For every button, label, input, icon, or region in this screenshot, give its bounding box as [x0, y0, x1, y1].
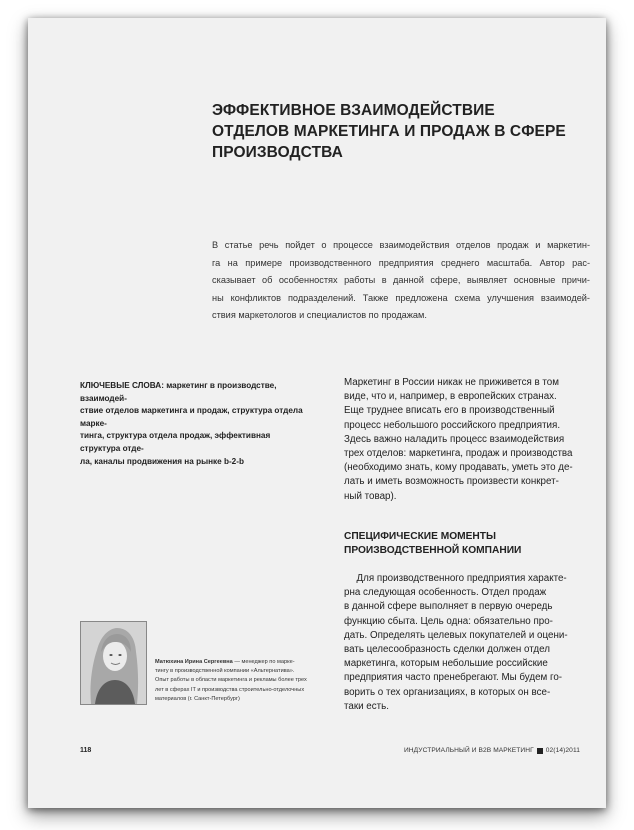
author-name: Матюхина Ирина Сергеевна — [155, 659, 233, 665]
body-line: вать целесообразность сделки должен отдел — [344, 644, 550, 656]
body-line: в данной сфере выполняет в первую очередь — [344, 601, 553, 613]
square-bullet-icon — [537, 748, 543, 754]
abstract-line: сказывает об особенностях работы в данной сфере, выявляет основные причи- — [212, 275, 590, 285]
body-line: виде, что и, например, в европейских странах. — [344, 391, 557, 403]
body-line: Здесь важно наладить процесс взаимодействия — [344, 433, 565, 445]
author-bio-line: тингу в производственной компании «Альтернатива». — [155, 668, 295, 675]
author-bio-line: лет в сферах IT и производства строительно-отделочных — [155, 686, 305, 693]
page-number: 118 — [80, 747, 92, 754]
body-line: дать. Определять целевых покупателей и оцени- — [344, 629, 568, 641]
keywords-line: КЛЮЧЕВЫЕ СЛОВА: маркетинг в производстве, взаимодей- — [80, 381, 277, 403]
body-line: Для производственного предприятия характе- — [344, 573, 567, 584]
keywords-line: ствие отделов маркетинга и продаж, структура отдела марке- — [80, 406, 303, 428]
author-bio-first-line — [155, 658, 322, 667]
author-photo — [80, 621, 147, 705]
abstract-line: га на примере производственного предприятия среднего масштаба. Автор рас- — [212, 257, 590, 268]
article-title-line: ЭФФЕКТИВНОЕ ВЗАИМОДЕЙСТВИЕ — [212, 102, 495, 119]
keywords-block — [80, 380, 312, 468]
article-title — [212, 100, 592, 163]
journal-name: ИНДУСТРИАЛЬНЫЙ И B2B МАРКЕТИНГ — [403, 747, 534, 754]
body-line: ворить о тех организациях, в которых он все- — [344, 686, 551, 698]
section-heading-line: СПЕЦИФИЧЕСКИЕ МОМЕНТЫ — [344, 531, 496, 542]
author-bio-line: Опыт работы в области маркетинга и рекламы более трех — [155, 677, 307, 684]
section-paragraph — [344, 572, 593, 714]
body-line: ный товар). — [344, 490, 397, 502]
abstract-line: ствия маркетологов и специалистов по продажам. — [212, 310, 427, 320]
author-bio-line: материалов (г. Санкт-Петербург) — [155, 695, 240, 702]
body-line: маркетинга, которым небольшие российские — [344, 658, 548, 670]
article-title-line: ПРОИЗВОДСТВА — [212, 144, 343, 161]
body-line: Еще труднее вписать его в производственный — [344, 405, 555, 417]
magazine-page — [28, 18, 606, 808]
section-heading-line: ПРОИЗВОДСТВЕННОЙ КОМПАНИИ — [344, 544, 522, 556]
body-line: таки есть. — [344, 700, 389, 712]
keywords-line: ла, каналы продвижения на рынке b-2-b — [80, 456, 244, 466]
author-bio — [155, 658, 322, 704]
author-bio-line: — менеджер по марке- — [234, 659, 295, 665]
journal-issue: 02(14)2011 — [545, 747, 580, 754]
body-line: процесс небольшого российского предприятия. — [344, 419, 561, 431]
body-line: функцию сбыта. Цель одна: обязательно про- — [344, 615, 553, 627]
section-heading — [344, 530, 594, 557]
abstract-line: В статье речь пойдет о процессе взаимодействия отделов продаж и маркетин- — [212, 240, 590, 250]
body-line: лать и иметь возможность произвести конкрет- — [344, 476, 559, 488]
abstract-line: ны конфликтов подразделений. Также предложена схема улучшения взаимодей- — [212, 292, 590, 303]
article-abstract — [212, 237, 590, 325]
article-title-line: ОТДЕЛОВ МАРКЕТИНГА И ПРОДАЖ В СФЕРЕ — [212, 123, 566, 140]
keywords-line: тинга, структура отдела продаж, эффективная структура отде- — [80, 431, 271, 453]
intro-paragraph — [344, 376, 593, 504]
body-line: (необходимо знать, кому продавать, уметь это де- — [344, 462, 573, 474]
body-line: трех отделов: маркетинга, продаж и производства — [344, 448, 573, 460]
journal-footer — [404, 747, 580, 754]
body-line: рна следующая особенность. Отдел продаж — [344, 587, 547, 599]
body-line: предприятия часто пренебрегают. Мы будем го- — [344, 672, 563, 684]
body-line: Маркетинг в России никак не приживется в том — [344, 377, 559, 388]
